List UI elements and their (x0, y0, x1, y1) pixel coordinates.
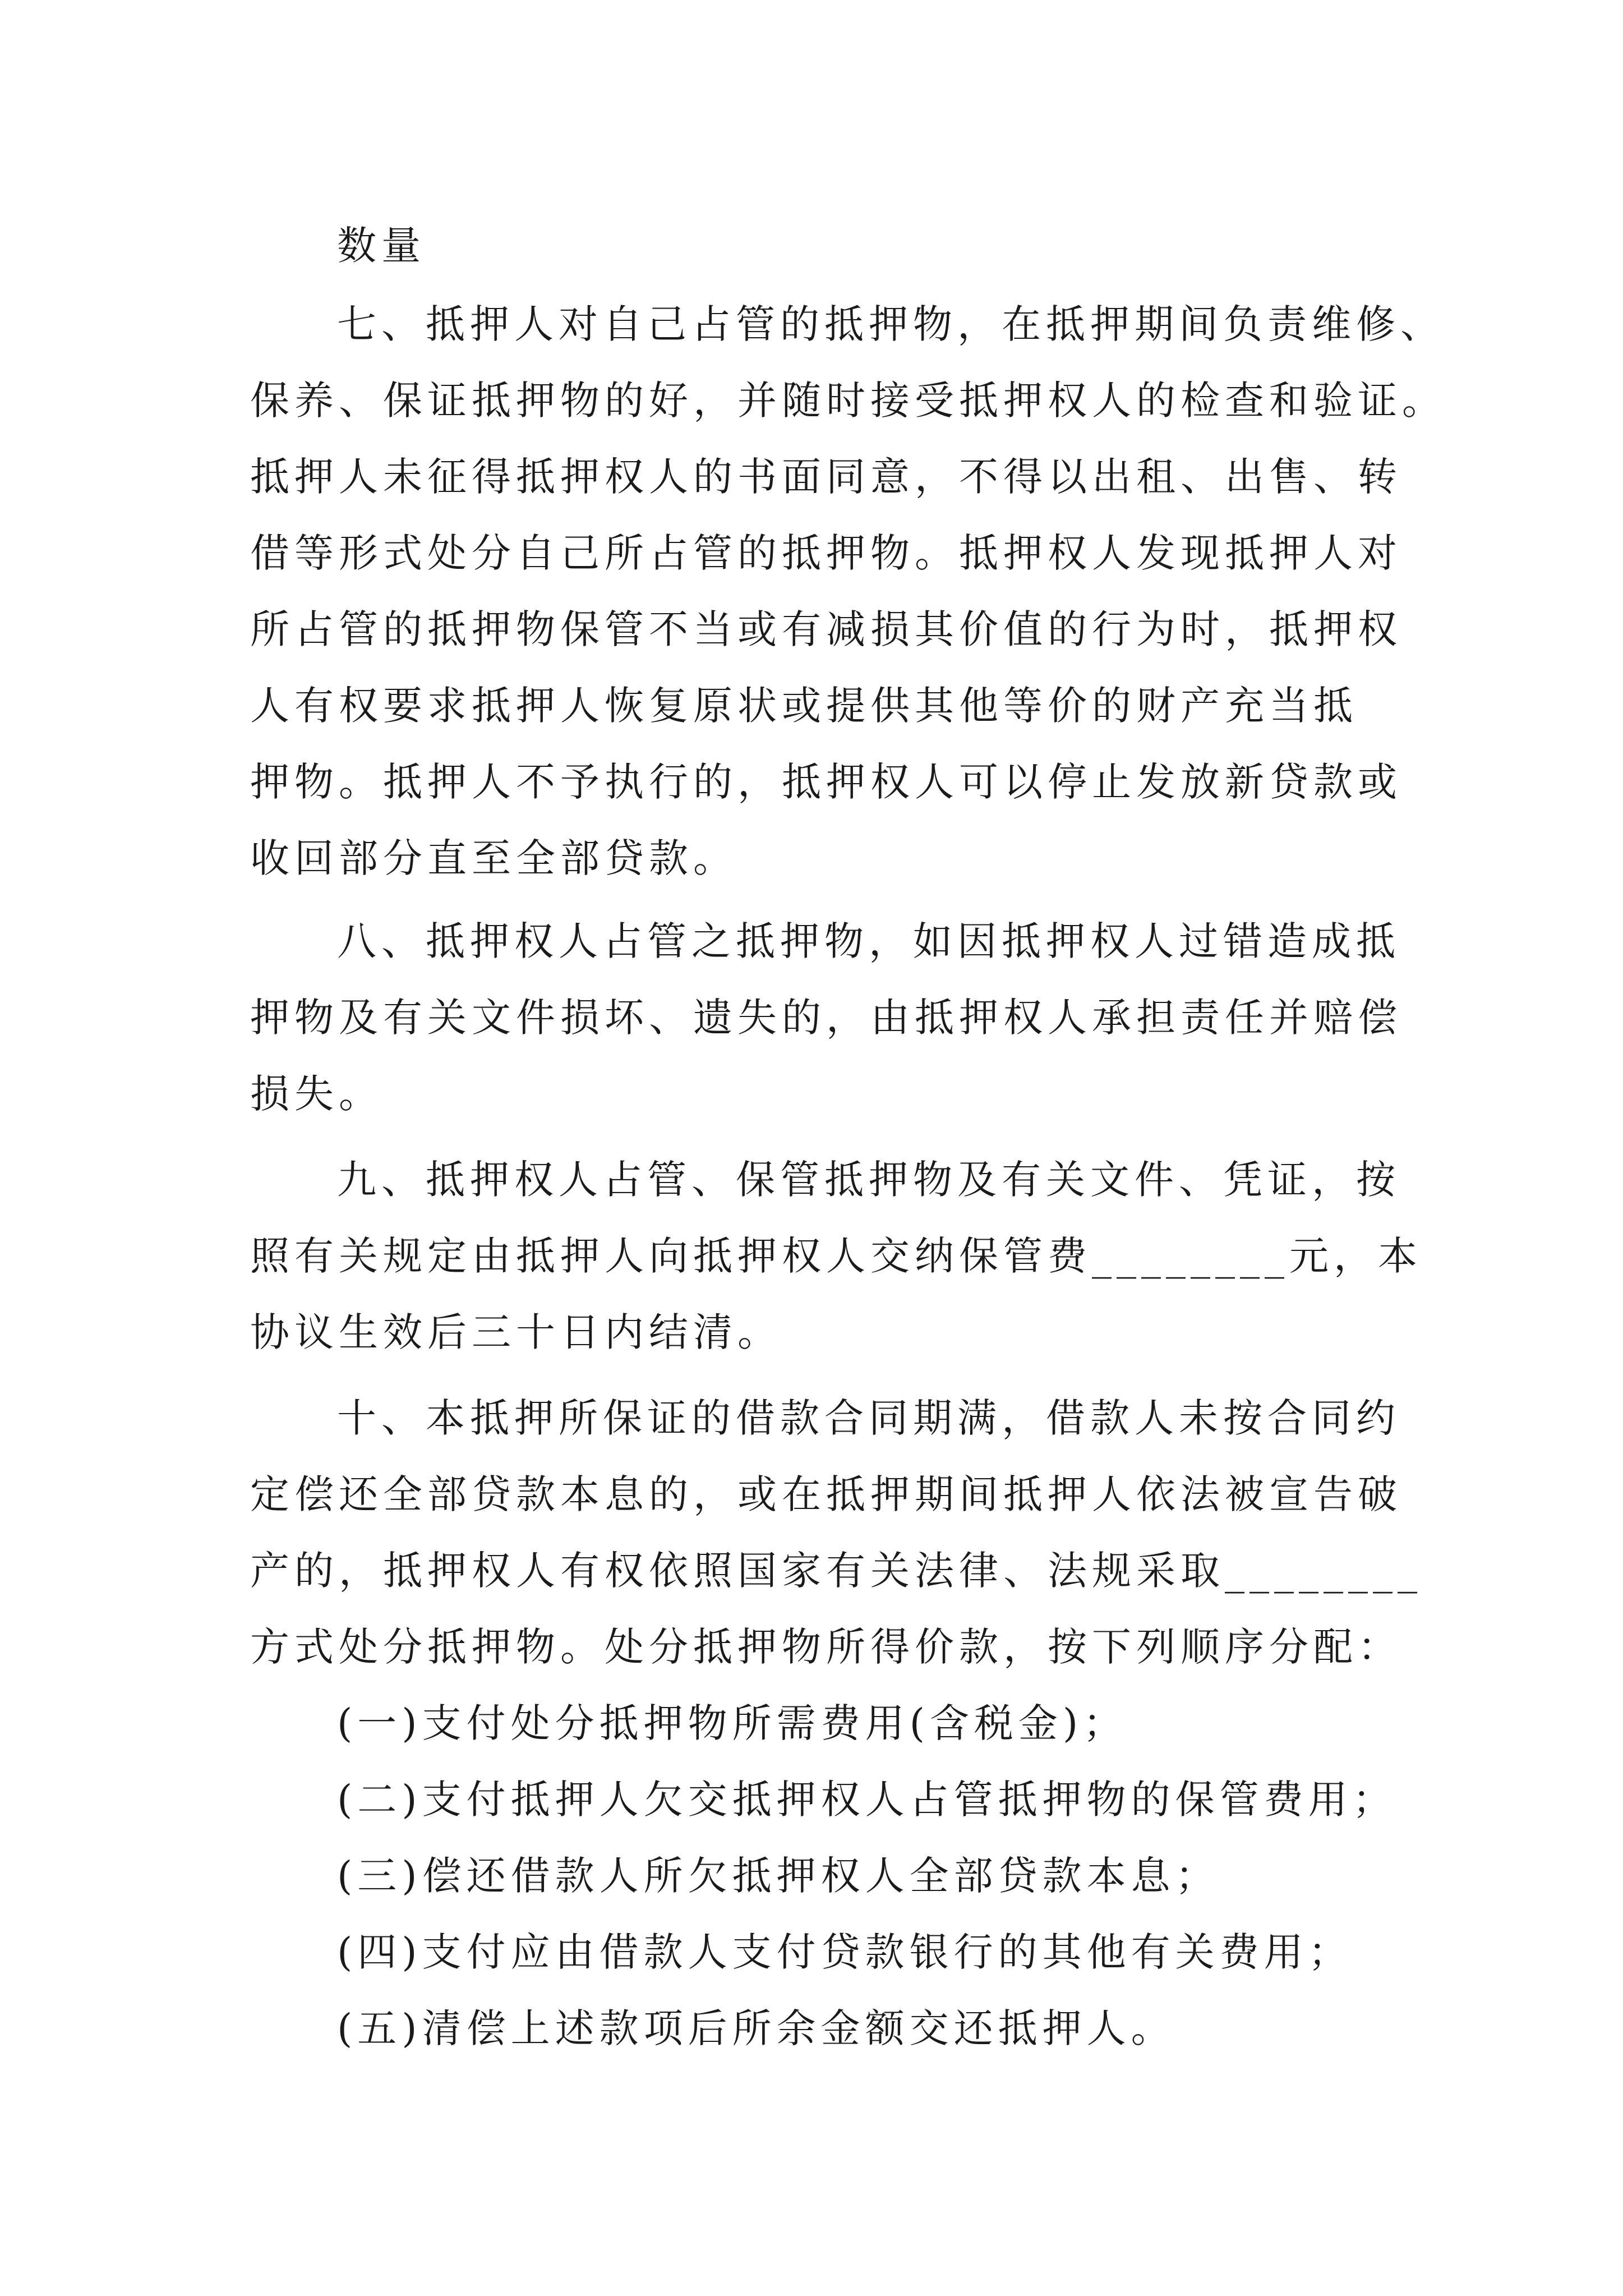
clause-ten (250, 1380, 1422, 2067)
clause-ten-line-1: 十、本抵押所保证的借款合同期满，借款人未按合同约 (337, 1395, 1400, 1441)
list-item-3: (三)偿还借款人所欠抵押权人全部贷款本息； (337, 1853, 1220, 1899)
clause-seven-line-4: 借等形式处分自己所占管的抵押物。抵押权人发现抵押人对 (250, 530, 1402, 576)
clause-seven-line-3: 抵押人未征得抵押权人的书面同意，不得以出租、出售、转 (250, 454, 1402, 500)
clause-eight (250, 903, 1402, 1132)
clause-nine-line-2: 照有关规定由抵押人向抵押权人交纳保管费________元，本 (250, 1233, 1422, 1279)
clause-seven-line-6: 人有权要求抵押人恢复原状或提供其他等价的财产充当抵 (250, 683, 1358, 729)
clause-seven-line-2: 保养、保证抵押物的好，并随时接受抵押权人的检查和验证。 (250, 378, 1446, 424)
clause-ten-line-2: 定偿还全部贷款本息的，或在抵押期间抵押人依法被宣告破 (250, 1471, 1402, 1517)
list-item-5: (五)清偿上述款项后所余金额交还抵押人。 (337, 2005, 1175, 2051)
list-item-4: (四)支付应由借款人支付贷款银行的其他有关费用； (337, 1929, 1353, 1975)
clause-nine-line-3: 协议生效后三十日内结清。 (250, 1309, 782, 1355)
clause-ten-line-3: 产的，抵押权人有权依照国家有关法律、法规采取________ (250, 1548, 1422, 1594)
clause-seven-line-1: 七、抵押人对自己占管的抵押物，在抵押期间负责维修、 (337, 301, 1445, 347)
quantity-line: 数量 (337, 223, 426, 269)
clause-nine (250, 1142, 1422, 1370)
clause-ten-line-4: 方式处分抵押物。处分抵押物所得价款，按下列顺序分配： (250, 1624, 1402, 1670)
section-quantity (250, 208, 1378, 284)
list-item-1: (一)支付处分抵押物所需费用(含税金)； (337, 1700, 1128, 1746)
clause-seven (250, 286, 1446, 896)
clause-seven-line-7: 押物。抵押人不予执行的，抵押权人可以停止发放新贷款或 (250, 759, 1402, 805)
clause-eight-line-2: 押物及有关文件损坏、遗失的，由抵押权人承担责任并赔偿 (250, 995, 1402, 1041)
clause-seven-line-8: 收回部分直至全部贷款。 (250, 835, 737, 881)
list-item-2: (二)支付抵押人欠交抵押权人占管抵押物的保管费用； (337, 1777, 1397, 1823)
clause-eight-line-3: 损失。 (250, 1071, 383, 1117)
clause-eight-line-1: 八、抵押权人占管之抵押物，如因抵押权人过错造成抵 (337, 918, 1400, 964)
clause-seven-line-5: 所占管的抵押物保管不当或有减损其价值的行为时，抵押权 (250, 606, 1402, 652)
clause-nine-line-1: 九、抵押权人占管、保管抵押物及有关文件、凭证，按 (337, 1157, 1400, 1203)
